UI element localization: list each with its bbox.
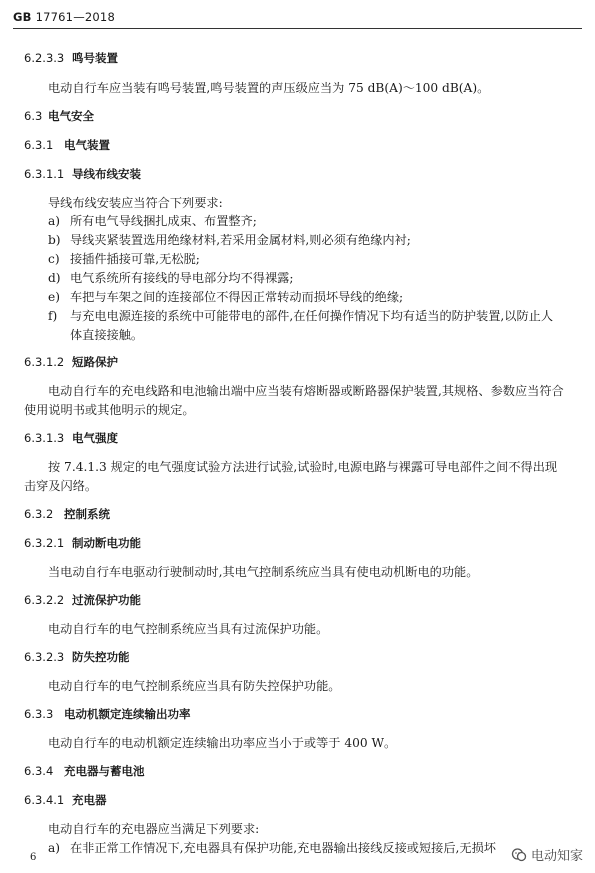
paragraph-6-3-2-1: 当电动自行车电驱动行驶制动时,其电气控制系统应当具有使电动机断电的功能。 xyxy=(48,565,479,579)
paragraph-6-2-3-3: 电动自行车应当装有鸣号装置,鸣号装置的声压级应当为 75 dB(A)～100 dB(A)。 xyxy=(48,81,490,95)
paragraph-6-3-2-3: 电动自行车的电气控制系统应当具有防失控保护功能。 xyxy=(48,679,341,693)
list-item-continuation: 体直接接触。 xyxy=(70,328,144,342)
wechat-logo-icon xyxy=(511,847,527,863)
standard-number: 17761—2018 xyxy=(35,10,115,24)
heading-6-3-4 xyxy=(24,763,145,779)
list-marker: f) xyxy=(48,309,58,323)
list-item xyxy=(48,270,293,286)
heading-6-3-2-3 xyxy=(24,649,130,665)
list-text: 在非正常工作情况下,充电器具有保护功能,充电器输出接线反接或短接后,无损坏 xyxy=(70,841,496,855)
list-text: 导线夹紧装置选用绝缘材料,若采用金属材料,则必须有绝缘内衬; xyxy=(70,233,411,247)
section-number: 6.3.1.3 xyxy=(24,431,65,445)
section-number: 6.3.1.2 xyxy=(24,355,65,369)
heading-6-3-1-2 xyxy=(24,354,118,370)
list-marker: b) xyxy=(48,233,61,247)
heading-6-2-3-3 xyxy=(24,50,118,66)
paragraph-6-3-1-3-line-2: 击穿及闪络。 xyxy=(24,479,98,493)
heading-6-3-1-1 xyxy=(24,166,141,182)
list-marker: c) xyxy=(48,252,60,266)
heading-6-3-2 xyxy=(24,506,110,522)
section-title: 电气强度 xyxy=(72,431,118,445)
section-title: 充电器 xyxy=(72,793,107,807)
section-title: 电气安全 xyxy=(48,109,94,123)
section-number: 6.3.2.1 xyxy=(24,536,65,550)
section-number: 6.3.4.1 xyxy=(24,793,65,807)
list-marker: a) xyxy=(48,214,61,228)
heading-6-3-1-3 xyxy=(24,430,118,446)
section-title: 鸣号装置 xyxy=(72,51,118,65)
paragraph-6-3-2-2: 电动自行车的电气控制系统应当具有过流保护功能。 xyxy=(48,622,329,636)
heading-6-3-1 xyxy=(24,137,110,153)
section-number: 6.3 xyxy=(24,109,43,123)
list-text: 与充电电源连接的系统中可能带电的部件,在任何操作情况下均有适当的防护装置,以防止人 xyxy=(70,309,554,323)
list-marker: a) xyxy=(48,841,61,855)
watermark xyxy=(509,844,585,865)
section-title: 过流保护功能 xyxy=(72,593,141,607)
section-title: 制动断电功能 xyxy=(72,536,141,550)
section-number: 6.3.1 xyxy=(24,138,54,152)
section-number: 6.3.4 xyxy=(24,764,54,778)
section-title: 充电器与蓄电池 xyxy=(64,764,145,778)
list-item xyxy=(48,251,200,267)
heading-6-3-2-1 xyxy=(24,535,141,551)
section-number: 6.3.3 xyxy=(24,707,54,721)
list-item xyxy=(48,308,553,324)
section-title: 导线布线安装 xyxy=(72,167,141,181)
paragraph-6-3-1-2-line-1: 电动自行车的充电线路和电池输出端中应当装有熔断器或断路器保护装置,其规格、参数应当符合 xyxy=(48,384,564,398)
list-item xyxy=(48,840,496,856)
list-item xyxy=(48,232,411,248)
paragraph-6-3-1-2-line-2: 使用说明书或其他明示的规定。 xyxy=(24,403,195,417)
list-item xyxy=(48,213,257,229)
paragraph-6-3-1-1: 导线布线安装应当符合下列要求: xyxy=(48,196,223,210)
section-number: 6.3.2.3 xyxy=(24,650,65,664)
heading-6-3-4-1 xyxy=(24,792,107,808)
section-number: 6.3.2 xyxy=(24,507,54,521)
page-number: 6 xyxy=(30,852,37,863)
list-marker: e) xyxy=(48,290,60,304)
section-title: 电气装置 xyxy=(64,138,110,152)
list-text: 所有电气导线捆扎成束、布置整齐; xyxy=(70,214,257,228)
list-text: 接插件插接可靠,无松脱; xyxy=(70,252,200,266)
paragraph-6-3-1-3-line-1: 按 7.4.1.3 规定的电气强度试验方法进行试验,试验时,电源电路与裸露可导电部件之间不得出现 xyxy=(48,460,558,474)
list-marker: d) xyxy=(48,271,61,285)
list-item xyxy=(48,289,403,305)
heading-6-3-3 xyxy=(24,706,191,722)
heading-6-3-2-2 xyxy=(24,592,141,608)
section-title: 短路保护 xyxy=(72,355,118,369)
list-text: 车把与车架之间的连接部位不得因正常转动而损坏导线的绝缘; xyxy=(70,290,404,304)
heading-6-3 xyxy=(24,108,94,124)
section-title: 控制系统 xyxy=(64,507,110,521)
watermark-text: 电动知家 xyxy=(530,849,583,864)
section-number: 6.3.1.1 xyxy=(24,167,65,181)
section-number: 6.2.3.3 xyxy=(24,51,65,65)
section-title: 防失控功能 xyxy=(72,650,130,664)
paragraph-6-3-4-1: 电动自行车的充电器应当满足下列要求: xyxy=(48,822,260,836)
list-text: 电气系统所有接线的导电部分均不得裸露; xyxy=(70,271,294,285)
paragraph-6-3-3: 电动自行车的电动机额定连续输出功率应当小于或等于 400 W。 xyxy=(48,736,397,750)
section-number: 6.3.2.2 xyxy=(24,593,65,607)
standard-code: GB xyxy=(13,10,32,24)
section-title: 电动机额定连续输出功率 xyxy=(64,707,191,721)
